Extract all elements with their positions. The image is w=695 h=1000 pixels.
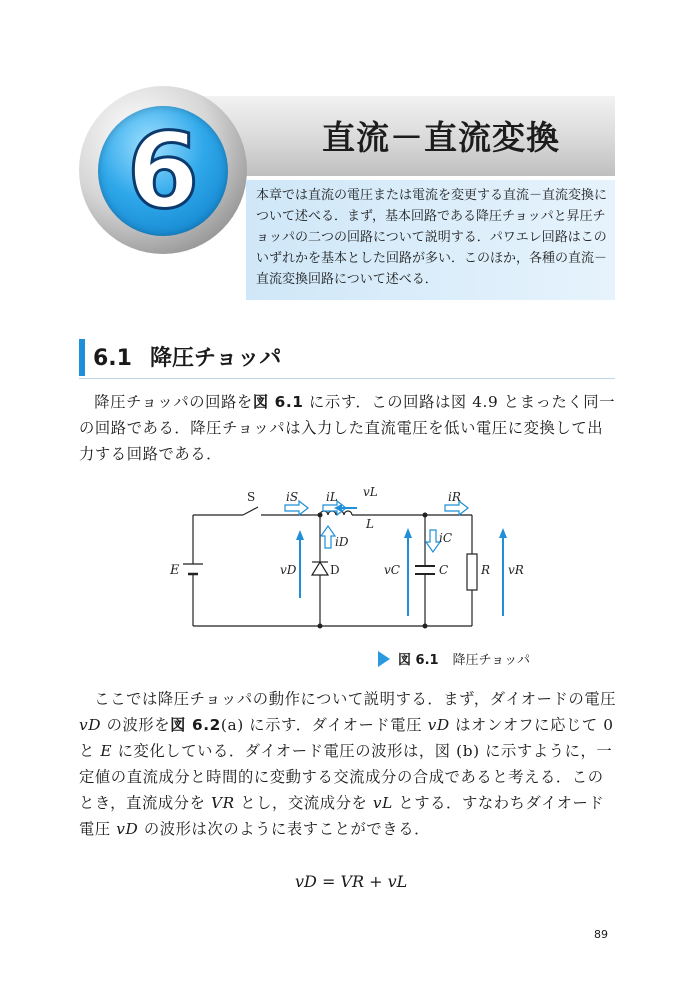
label-ir: iR [448, 490, 461, 504]
math-var: vD [79, 716, 102, 734]
math-var: vD [116, 820, 139, 838]
text: とし，交流成分を [234, 794, 373, 812]
label-vd: vD [280, 563, 297, 577]
section-rule [79, 378, 615, 379]
text: に変化している．ダイオード電圧の波形は，図 (b) に示すように，一定値の直流成分と時間的に変動する交流成分の合成であると考える．このとき，直流成分を [79, 742, 613, 812]
section-title: 降圧チョッパ [149, 346, 282, 371]
text: の波形は次のように表すことができる． [138, 820, 430, 838]
label-vl: vL [363, 486, 378, 499]
label-vc: vC [384, 563, 400, 577]
math-var: E [100, 742, 113, 760]
text: の波形を [101, 716, 171, 734]
text: 降圧チョッパの回路を [94, 393, 253, 411]
figure-ref: 図 6.2 [170, 716, 221, 734]
figure-caption [378, 649, 530, 668]
label-id: iD [335, 535, 349, 549]
caption-number: 図 6.1 [398, 653, 439, 668]
caption-triangle-icon [378, 651, 390, 667]
section-heading-bar [79, 339, 85, 376]
chapter-summary: 本章では直流の電圧または電流を変更する直流－直流変換について述べる．まず，基本回路である降圧チョッパと昇圧チョッパの二つの回路について説明する．パワエレ回路はこのいずれかを基本とした回路が多い．このほか，各種の直流－直流変換回路について述べる． [256, 188, 608, 287]
text: はオンオフに応じて 0 と [79, 716, 614, 760]
chapter-number: 6 [126, 110, 200, 232]
text: (a) に示す．ダイオード電圧 [220, 716, 428, 734]
text: とする．すなわちダイオード電圧 [79, 794, 605, 838]
label-vr: vR [508, 563, 524, 577]
section-number: 6.1 [93, 346, 132, 371]
chapter-title: 直流－直流変換 [322, 118, 560, 157]
label-capacitor: C [439, 563, 449, 577]
label-il: iL [326, 490, 338, 504]
text: に示す．この回路は図 4.9 とまったく同一の回路である．降圧チョッパは入力した直流電圧を低い電圧に変換して出力する回路である． [79, 393, 616, 463]
label-source: E [170, 563, 180, 578]
caption-text: 降圧チョッパ [452, 653, 531, 668]
label-diode: D [330, 563, 340, 577]
section-heading [93, 341, 281, 372]
math-var: vD [427, 716, 450, 734]
paragraph-intro [79, 389, 619, 467]
paragraph-operation [79, 686, 619, 842]
label-inductor: L [366, 517, 374, 531]
equation: vD = VR + vL [295, 872, 408, 891]
page-number: 89 [594, 928, 608, 941]
math-var: vL [372, 794, 393, 812]
label-resistor: R [481, 563, 491, 577]
label-ic: iC [439, 531, 453, 545]
text: ここでは降圧チョッパの動作について説明する．まず，ダイオードの電圧 [94, 690, 617, 708]
label-switch: S [247, 490, 256, 504]
buck-chopper-circuit [160, 486, 540, 636]
math-var: VR [211, 794, 235, 812]
label-is: iS [286, 490, 299, 504]
figure-ref: 図 6.1 [252, 393, 304, 411]
